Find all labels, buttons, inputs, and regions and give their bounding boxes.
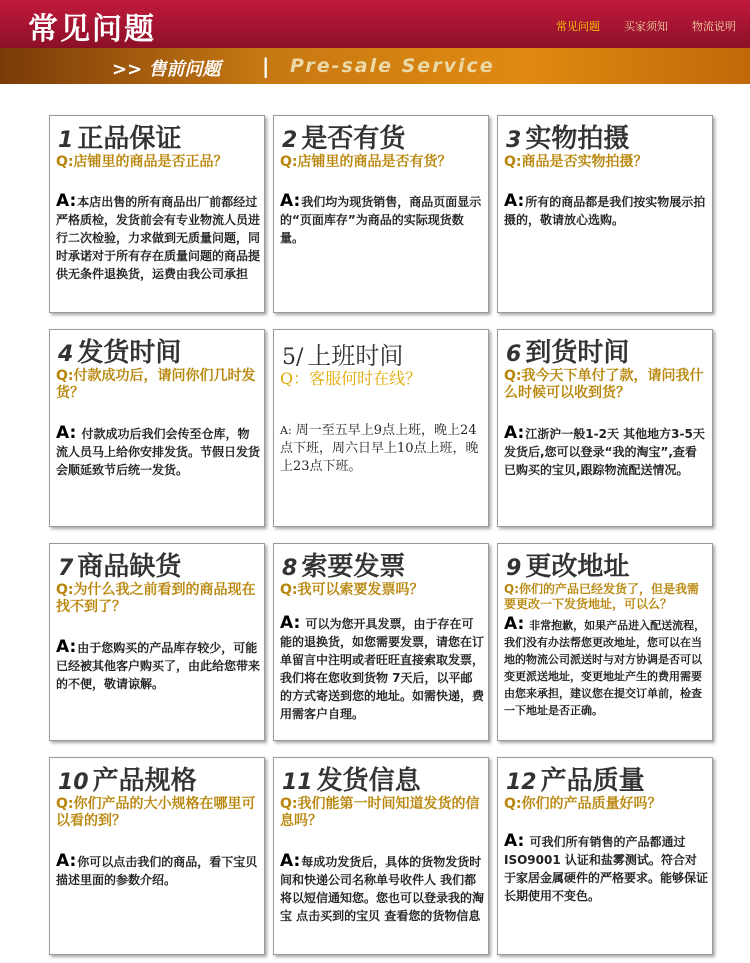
- card-answer: A:所有的商品都是我们按实物展示拍摄的，敬请放心选购。: [504, 191, 706, 227]
- card-answer: A: 可我们所有销售的产品都通过ISO9001 认证和盐雾测试。符合对于家居金属硬件的严格要求。能够保证长期使用不变色。: [504, 831, 709, 903]
- card-answer: A:本店出售的所有商品出厂前都经过严格质检，发货前会有专业物流人员进行二次检验，力求做到无质量问题，同时承诺对于所有存在质量问题的商品提供无条件退换货，运费由我公司承担: [56, 191, 261, 281]
- card-question: Q:付款成功后，请问你们几时发货？: [56, 368, 256, 401]
- card-question: Q:我今天下单付了款，请问我什么时候可以收到货？: [504, 368, 704, 401]
- card-number: 8: [282, 556, 298, 581]
- card-number: 6: [506, 342, 522, 367]
- nav-faq[interactable]: 常见问题: [556, 20, 600, 33]
- card-answer: A:江浙沪一般1-2天 其他地方3-5天 发货后,您可以登录“我的淘宝”,查看已购买的宝贝,跟踪物流配送情况。: [504, 423, 705, 477]
- card-title: 8 索要发票: [282, 552, 406, 582]
- card-number: 1: [58, 128, 74, 153]
- nav-buyer-notice[interactable]: 买家须知: [624, 20, 668, 33]
- faq-card-genuine: [49, 115, 265, 313]
- card-title: 9 更改地址: [506, 552, 630, 582]
- card-answer: A: 周一至五早上9点上班，晚上24点下班，周六日早上10点上班，晚上23点下班。: [280, 423, 479, 474]
- card-number: 4: [58, 342, 74, 367]
- card-title: 7 商品缺货: [58, 552, 182, 582]
- card-title: 12 产品质量: [506, 766, 645, 796]
- card-title: 4 发货时间: [58, 338, 182, 368]
- card-number: 9: [506, 556, 522, 581]
- faq-card-delivery-time: [497, 329, 713, 527]
- card-answer: A: 可以为您开具发票，由于存在可能的退换货，如您需要发票，请您在订单留言中注明或者旺旺直接索取发票，我们将在您收到货物 7天后，以平邮的方式寄送到您的地址。如需快递，费用需客户自理。: [280, 613, 485, 721]
- card-title: 2 是否有货: [282, 124, 406, 154]
- faq-card-stock: [273, 115, 489, 313]
- card-question: Q：客服何时在线？: [280, 369, 422, 388]
- card-title: 1 正品保证: [58, 124, 182, 154]
- card-number: 11: [282, 770, 313, 795]
- card-title: 10 产品规格: [58, 766, 197, 796]
- card-title: 11 发货信息: [282, 766, 421, 796]
- card-answer: A:你可以点击我们的商品，看下宝贝描述里面的参数介绍。: [56, 851, 258, 887]
- card-answer: A:我们均为现货销售，商品页面显示的“页面库存”为商品的实际现货数量。: [280, 191, 482, 245]
- faq-card-shipping-info: [273, 757, 489, 955]
- site-logo: 常见问题: [28, 12, 156, 47]
- faq-card-dispatch-time: [49, 329, 265, 527]
- top-nav: [556, 18, 736, 34]
- card-question: Q:店铺里的商品是否正品？: [56, 154, 228, 170]
- card-question: Q:商品是否实物拍摄？: [504, 154, 648, 170]
- card-number: 10: [58, 770, 89, 795]
- arrows-icon: >>: [112, 59, 143, 80]
- section-bar: [0, 48, 750, 84]
- faq-card-out-of-stock: [49, 543, 265, 741]
- nav-shipping[interactable]: 物流说明: [692, 20, 736, 33]
- card-question: Q:我可以索要发票吗？: [280, 582, 424, 598]
- header-bar: [0, 0, 750, 48]
- faq-card-invoice: [273, 543, 489, 741]
- card-answer: A:由于您购买的产品库存较少，可能已经被其他客户购买了，由此给您带来的不便，敬请谅解。: [56, 637, 261, 691]
- section-title-en: Pre-sale Service: [290, 55, 495, 77]
- card-answer: A:每成功发货后，具体的货物发货时间和快递公司名称单号收件人 我们都将以短信通知您。您也可以登录我的淘宝 点击买到的宝贝 查看您的货物信息: [280, 851, 485, 923]
- card-number: 3: [506, 128, 522, 153]
- card-number: 2: [282, 128, 298, 153]
- card-number: 12: [506, 770, 537, 795]
- faq-card-specifications: [49, 757, 265, 955]
- card-answer: A: 非常抱歉，如果产品进入配送流程，我们没有办法帮您更改地址，您可以在当地的物流公司派送时与对方协调是否可以变更派送地址，变更地址产生的费用需要由您来承担，建议您在提交订单前，检查一下地址是否正确。: [504, 614, 706, 717]
- card-question: Q:你们的产品已经发货了，但是我需要更改一下发货地址，可以么？: [504, 582, 700, 611]
- faq-card-quality: [497, 757, 713, 955]
- faq-card-photos: [497, 115, 713, 313]
- section-separator: |: [262, 54, 270, 78]
- card-number: 7: [58, 556, 74, 581]
- card-answer: A: 付款成功后我们会传至仓库，物流人员马上给你安排发货。节假日发货会顺延致节后统一发货。: [56, 423, 261, 477]
- card-question: Q:我们能第一时间知道发货的信息吗？: [280, 796, 480, 829]
- card-title: 6 到货时间: [506, 338, 630, 368]
- card-title: 3 实物拍摄: [506, 124, 630, 154]
- faq-card-change-address: [497, 543, 713, 741]
- card-question: Q:你们产品的大小规格在哪里可以看的到？: [56, 796, 256, 829]
- card-number: 5/: [282, 345, 304, 370]
- card-question: Q:为什么我之前看到的商品现在找不到了？: [56, 582, 256, 615]
- card-title: 5/ 上班时间: [282, 342, 404, 370]
- card-question: Q:店铺里的商品是否有货？: [280, 154, 452, 170]
- section-title-cn: >> 售前问题: [112, 59, 221, 80]
- card-question: Q:你们的产品质量好吗？: [504, 796, 662, 812]
- faq-card-working-hours: [273, 329, 489, 527]
